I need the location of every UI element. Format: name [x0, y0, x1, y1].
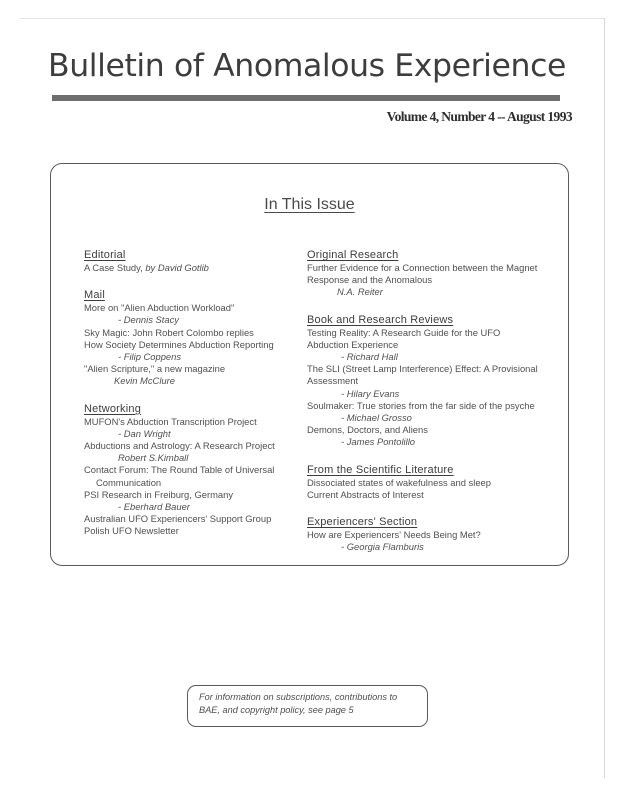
- contents-entry: Soulmaker: True stories from the far side of the psyche: [307, 399, 535, 411]
- contents-entry: MUFON's Abduction Transcription Project: [84, 415, 257, 427]
- contents-entry: More on "Alien Abduction Workload": [84, 302, 235, 314]
- contents-heading: [50, 196, 569, 214]
- entry-author: - Michael Grosso: [341, 412, 412, 424]
- contents-entry: PSI Research in Freiburg, Germany: [84, 488, 234, 500]
- entry-author: Robert S.Kimball: [118, 452, 189, 464]
- contents-section: [84, 288, 299, 387]
- contents-entry: Current Abstracts of Interest: [307, 488, 424, 500]
- contents-entry: Testing Reality: A Research Guide for the UFO: [307, 326, 501, 338]
- contents-entry: Response and the Anomalous: [307, 274, 433, 286]
- entry-author: - Hilary Evans: [341, 387, 400, 399]
- entry-author: - James Pontolillo: [341, 436, 415, 448]
- entry-title: A Case Study,: [84, 262, 146, 273]
- contents-entry: How are Experiencers' Needs Being Met?: [307, 529, 481, 541]
- contents-entry: Demons, Doctors, and Aliens: [307, 424, 428, 436]
- entry-author: by David Gotlib: [145, 262, 209, 273]
- entry-author: - Richard Hall: [341, 351, 398, 363]
- contents-entry: Dissociated states of wakefulness and sleep: [307, 476, 491, 488]
- section-title: From the Scientific Literature: [307, 463, 454, 476]
- contents-entry: Abduction Experience: [307, 338, 399, 350]
- entry-author: - Dan Wright: [118, 427, 171, 439]
- contents-entry: Sky Magic: John Robert Colombo replies: [84, 326, 254, 338]
- section-title: Experiencers' Section: [307, 516, 418, 529]
- masthead-title: Bulletin of Anomalous Experience: [48, 48, 566, 84]
- contents-section: [84, 248, 299, 274]
- contents-entry: Abductions and Astrology: A Research Project: [84, 440, 275, 452]
- page-edge-top: [20, 18, 604, 19]
- contents-entry: [84, 262, 299, 274]
- contents-entry: Australian UFO Experiencers' Support Group: [84, 513, 272, 525]
- contents-section: [307, 313, 562, 449]
- contents-right-column: [307, 248, 562, 553]
- issue-line: Volume 4, Number 4 -- August 1993: [386, 109, 572, 124]
- entry-author: - Georgia Flamburis: [341, 541, 424, 553]
- contents-section: [307, 463, 562, 501]
- section-title: Networking: [84, 402, 142, 415]
- contents-left-column: [84, 248, 299, 538]
- entry-author: Kevin McClure: [114, 375, 175, 387]
- contents-entry: How Society Determines Abduction Reporting: [84, 338, 274, 350]
- entry-author: - Filip Coppens: [118, 351, 182, 363]
- entry-author: - Eberhard Bauer: [118, 501, 190, 513]
- contents-entry: Communication: [96, 476, 162, 488]
- contents-entry: Further Evidence for a Connection between the Magnet: [307, 262, 538, 273]
- section-title: Editorial: [84, 249, 126, 261]
- subscription-note-line-1: For information on subscriptions, contributions to: [199, 692, 398, 702]
- subscription-note: [187, 685, 428, 727]
- contents-section: [84, 402, 299, 538]
- page-edge-right: [604, 18, 605, 778]
- entry-author: N.A. Reiter: [337, 286, 383, 298]
- subscription-note-line-2: BAE, and copyright policy, see page 5: [199, 704, 354, 715]
- section-title: Book and Research Reviews: [307, 313, 454, 326]
- contents-entry: Contact Forum: The Round Table of Universal: [84, 464, 275, 476]
- contents-entry: Assessment: [307, 375, 359, 387]
- entry-author: - Dennis Stacy: [118, 314, 179, 326]
- contents-heading-text: In This Issue: [264, 196, 355, 213]
- contents-entry: The SLI (Street Lamp Interference) Effect: A Provisional: [307, 363, 538, 375]
- contents-section: [307, 248, 562, 299]
- contents-section: [307, 515, 562, 553]
- contents-entry: "Alien Scripture," a new magazine: [84, 363, 226, 375]
- masthead-rule: [52, 95, 560, 101]
- section-title: Mail: [84, 289, 105, 302]
- section-title: Original Research: [307, 249, 399, 261]
- contents-entry: Polish UFO Newsletter: [84, 525, 179, 537]
